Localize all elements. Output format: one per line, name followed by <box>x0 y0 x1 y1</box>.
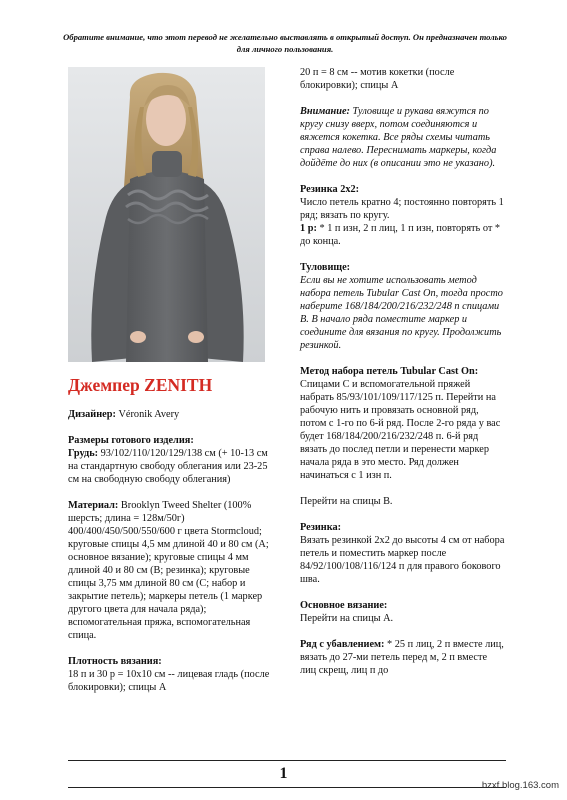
attention-text: Туловище и рукава вяжутся по кругу снизу вверх, потом соединяются и вяжется кокетка. Все ряды схемы читать справа налево. Переснимать маркеры, когда дойдёте до них (в описании это не указано). <box>300 106 497 169</box>
model-illustration <box>68 67 265 362</box>
decrease-label: Ряд с убавлением: <box>300 639 385 650</box>
gauge-text: 18 п и 30 р = 10x10 см -- лицевая гладь (после блокировки); спицы А <box>68 669 270 693</box>
pattern-title: Джемпер ZENITH <box>68 375 213 395</box>
attention-note <box>300 105 505 170</box>
body-text: Если вы не хотите использовать метод набора петель Tubular Cast On, тогда просто наберите 168/184/200/216/232/248 п спицами В. В начало ряда поместите маркер и соедините для вязания по кругу. Продолжить резинкой. <box>300 275 503 351</box>
chest-label: Грудь: <box>68 448 99 459</box>
rib-row-text: * 1 п изн, 2 п лиц, 1 п изн, повторять от * до конца. <box>300 223 501 247</box>
gauge-continued: 20 п = 8 см -- мотив кокетки (после блокировки); спицы А <box>300 67 455 91</box>
rib2-text: Вязать резинкой 2x2 до высоты 4 см от набора петель и поместить маркер после 84/92/100/108/116/124 п для правого бокового шва. <box>300 535 505 585</box>
rib-row <box>300 222 505 248</box>
designer-name: Véronik Avery <box>115 409 180 420</box>
designer-line <box>68 408 273 421</box>
footer-rule-top <box>68 760 506 761</box>
watermark: bzxf.blog.163.com <box>481 780 559 791</box>
material-value: Brooklyn Tweed Shelter (100% шерсть; длина = 128м/50г) 400/400/450/500/550/600 г цвета Stormcloud; круговые спицы 4,5 мм длиной 40 и 80 см (А; основное вязание); круговые спицы 4 мм длиной 40 и 80 см (В; резинка); круговые спицы 3,75 мм длиной 80 см (С; набор и закрытие петель); маркеры петель (1 маркер другого цвета для начала ряда); вспомогательная пряжа, вспомогательная спица. <box>68 500 269 641</box>
body-heading: Туловище: <box>300 262 351 273</box>
gauge-heading: Плотность вязания: <box>68 656 162 667</box>
designer-label: Дизайнер: <box>68 409 116 420</box>
main-heading: Основное вязание: <box>300 600 388 611</box>
copyright-notice: Обратите внимание, что этот перевод не желательно выставлять в открытый доступ. Он предназначен только для личного пользования. <box>63 32 507 54</box>
rib-text: Число петель кратно 4; постоянно повторять 1 ряд; вязать по кругу. <box>300 197 504 221</box>
page-number: 1 <box>279 765 288 782</box>
attention-label: Внимание: <box>300 106 350 117</box>
method-heading: Метод набора петель Tubular Cast On: <box>300 366 479 377</box>
rib-row-label: 1 р: <box>300 223 317 234</box>
rib2-heading: Резинка: <box>300 522 342 533</box>
right-column <box>300 66 505 677</box>
switch-needles-b: Перейти на спицы В. <box>300 496 393 507</box>
decrease-text: * 25 п лиц, 2 п вместе лиц, вязать до 27-ми петель перед м, 2 п вместе лиц скрещ, лиц п до <box>300 639 504 676</box>
left-column <box>68 408 273 694</box>
sizes-text <box>68 447 273 486</box>
decrease-row <box>300 638 505 677</box>
method-text: Спицами С и вспомогательной пряжей набрать 85/93/101/109/117/125 п. Перейти на рабочую нить и провязать основной ряд, потом с 1-го по 6-й ряд. После 2-го ряда у вас будет 168/184/200/216/232/248 п. 6-й ряд вязать до послед петли и перенести маркер начала ряда в это место. Ряд должен начинаться с 1 изн п. <box>300 379 501 481</box>
material-label: Материал: <box>68 500 119 511</box>
switch-needles-a: Перейти на спицы А. <box>300 613 394 624</box>
chest-value: 93/102/110/120/129/138 см (+ 10-13 см на стандартную свободу облегания или 23-25 см на свободную свободу облегания) <box>68 448 268 485</box>
sizes-heading: Размеры готового изделия: <box>68 435 194 446</box>
material-text <box>68 499 273 642</box>
footer-rule-bottom <box>68 787 506 788</box>
rib-heading: Резинка 2x2: <box>300 184 360 195</box>
model-photo <box>68 67 265 362</box>
